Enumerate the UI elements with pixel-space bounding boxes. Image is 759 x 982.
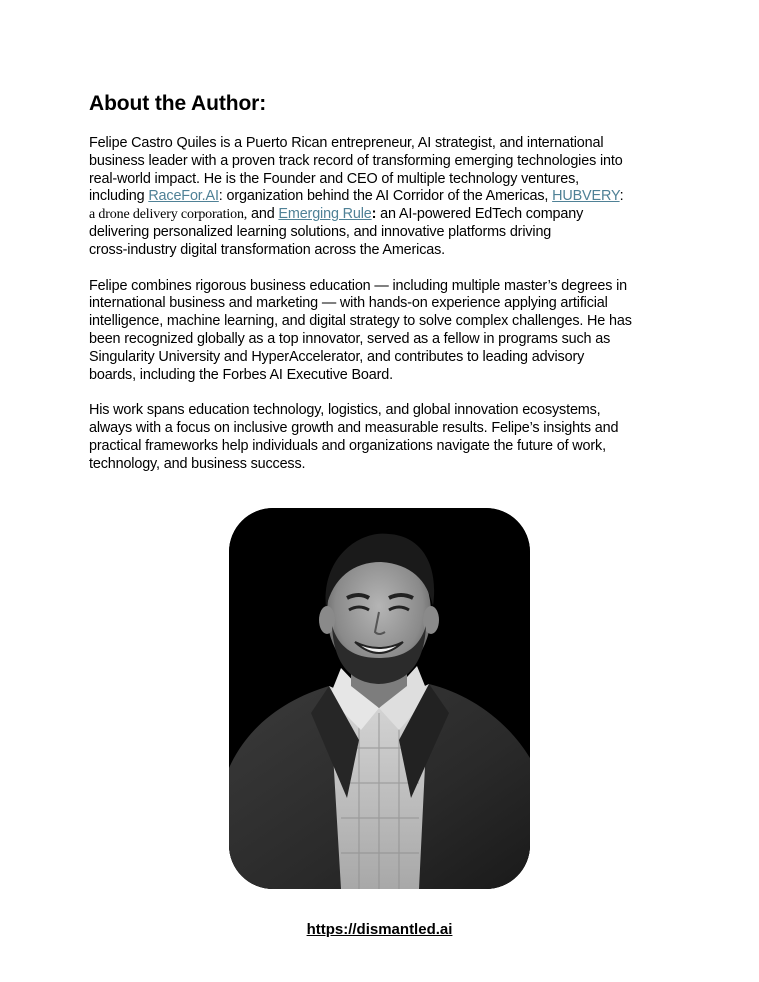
text-line: and xyxy=(247,206,279,223)
hubvery-link[interactable]: HUBVERY xyxy=(552,188,620,205)
text-line: intelligence, machine learning, and digital strategy to solve complex challenges. He has xyxy=(89,313,632,330)
text-line: delivering personalized learning solutions, and innovative platforms driving xyxy=(89,223,552,240)
bio-paragraph-1 xyxy=(89,135,679,260)
bio-paragraph-3 xyxy=(89,402,679,473)
text-line: always with a focus on inclusive growth and measurable results. Felipe’s insights and xyxy=(89,420,619,437)
text-line: : xyxy=(371,206,377,223)
text-line: Singularity University and HyperAccelerator, and contributes to leading advisory xyxy=(89,348,585,365)
text-line: : xyxy=(619,188,624,205)
author-portrait-illustration xyxy=(229,508,530,889)
text-line: boards, including the Forbes AI Executive Board. xyxy=(89,366,393,383)
text-line: business leader with a proven track record of transforming emerging technologies into xyxy=(89,152,623,169)
section-heading: About the Author: xyxy=(89,92,267,115)
text-line: an AI-powered EdTech company xyxy=(376,206,584,223)
bio-paragraph-2 xyxy=(89,278,679,385)
text-line: a drone delivery corporation, xyxy=(89,207,248,223)
text-line: Felipe combines rigorous business education — including multiple master’s degrees in xyxy=(89,277,627,294)
text-line: Felipe Castro Quiles is a Puerto Rican entrepreneur, AI strategist, and international xyxy=(89,135,604,151)
author-section xyxy=(89,90,679,474)
text-line: international business and marketing — with hands-on experience applying artificial xyxy=(89,295,608,312)
text-line: cross-industry digital transformation across the Americas. xyxy=(89,241,445,258)
website-link[interactable]: https://dismantled.ai xyxy=(306,921,453,938)
text-line: been recognized globally as a top innovator, served as a fellow in programs such as xyxy=(89,330,611,347)
text-line: real-world impact. He is the Founder and CEO of multiple technology ventures, xyxy=(89,170,579,187)
emerging-rule-link[interactable]: Emerging Rule xyxy=(278,206,372,223)
text-line: including xyxy=(89,188,149,205)
text-line: practical frameworks help individuals and organizations navigate the future of work, xyxy=(89,437,606,454)
text-line: His work spans education technology, logistics, and global innovation ecosystems, xyxy=(89,402,601,419)
text-line: technology, and business success. xyxy=(89,455,306,472)
author-photo xyxy=(229,508,530,889)
racefor-ai-link[interactable]: RaceFor.AI xyxy=(148,188,219,205)
text-line: : organization behind the AI Corridor of the Americas, xyxy=(218,188,553,205)
